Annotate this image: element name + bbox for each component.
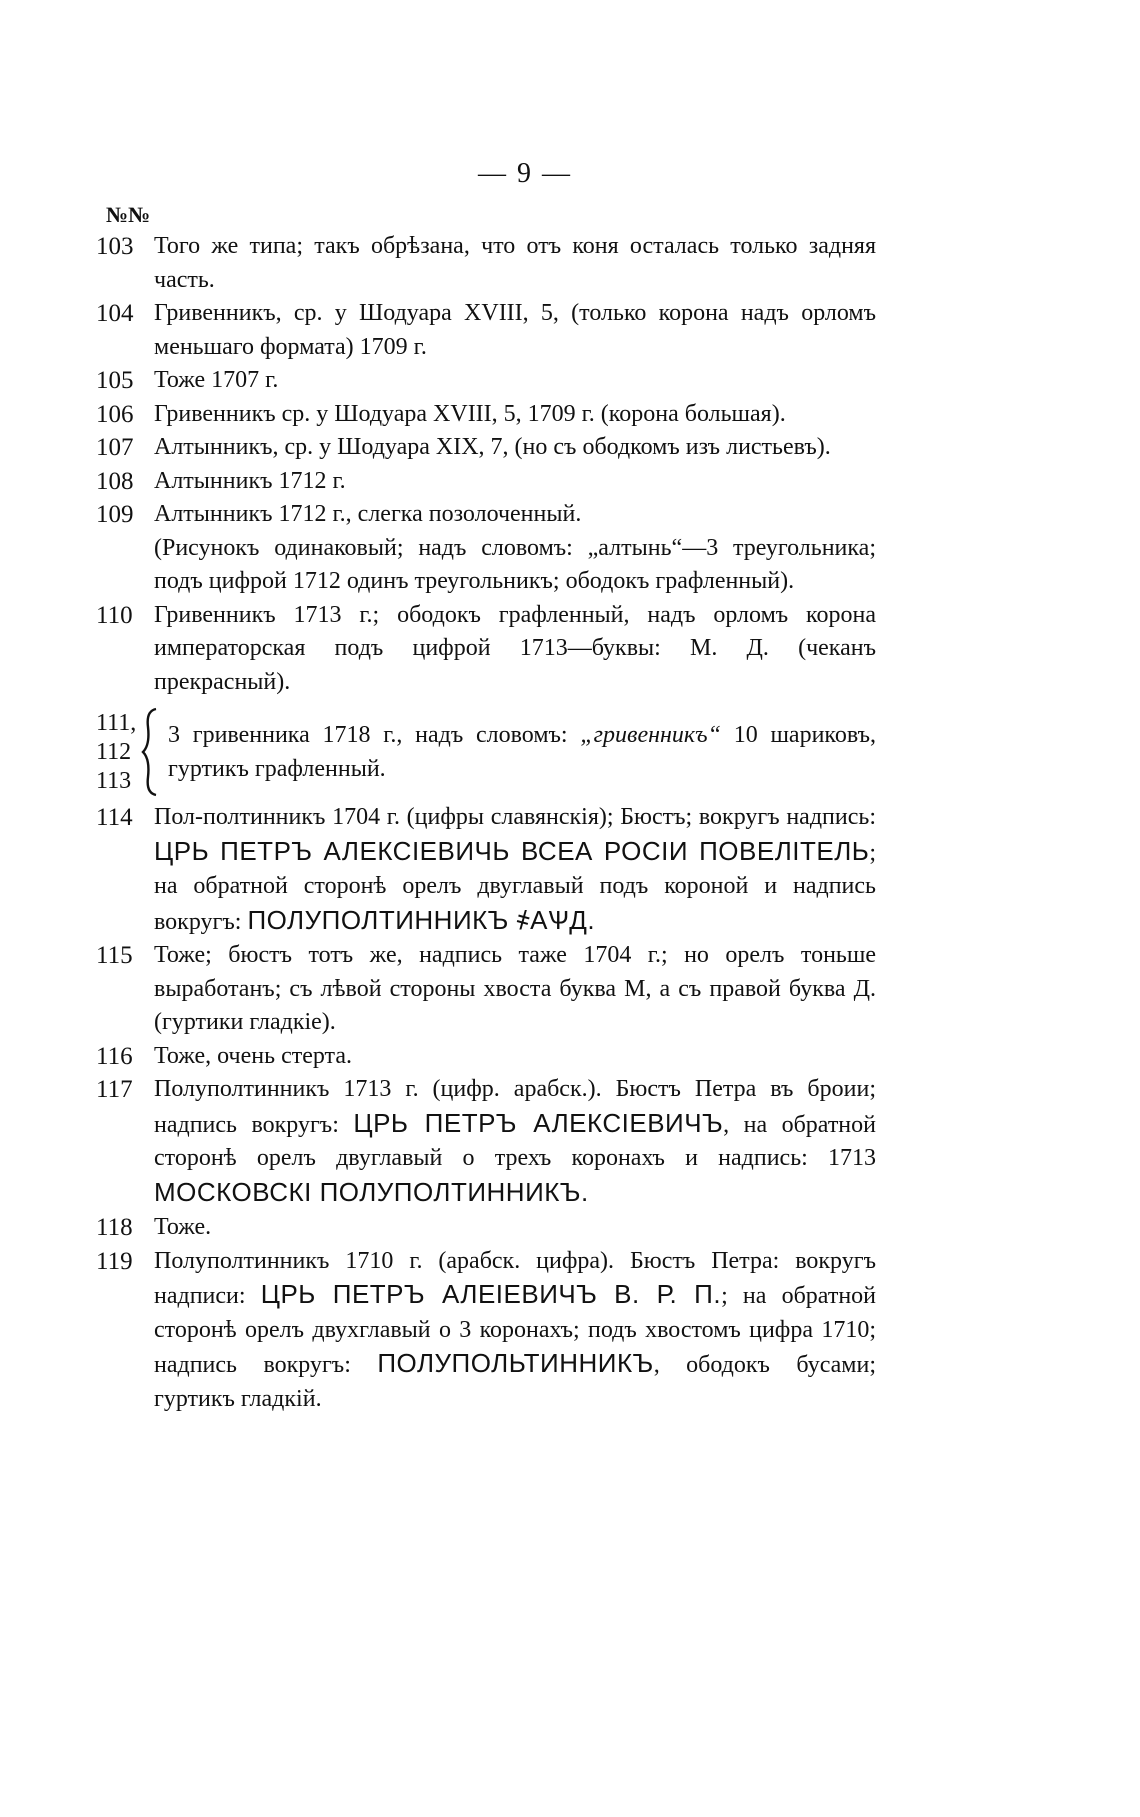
entry-119 <box>96 1245 876 1417</box>
inscription-text: МОСКОВСКІ ПОЛУПОЛТИННИКЪ. <box>154 1176 589 1207</box>
entry-106 <box>96 398 876 432</box>
entry-number: 116 <box>96 1042 133 1070</box>
entry-text <box>154 1211 876 1245</box>
entry-text <box>154 1040 876 1074</box>
entry-number: 104 <box>96 300 134 327</box>
entry-117 <box>96 1073 876 1211</box>
entry-text: Алтынникъ 1712 г. <box>154 467 346 494</box>
entry-103 <box>96 230 876 297</box>
entry-text-part: Пол-полтинникъ 1704 г. (цифры славянскія); Бюстъ; вокругъ надпись: <box>154 804 876 830</box>
entry-114 <box>96 801 876 939</box>
entry-text <box>154 939 876 1040</box>
entry-107 <box>96 431 876 465</box>
inscription-text: ЦРЬ ПЕТРЪ АЛЕКСІЕВИЧЬ ВСЕА РОСІИ ПОВЕЛІТЕЛЬ <box>154 835 870 866</box>
entry-number: 108 <box>96 467 134 495</box>
inscription-text: ЦРЬ ПЕТРЪ АЛЕІЕВИЧЪ В. Р. П. <box>260 1279 722 1309</box>
inscription-text: ПОЛУПОЛЬТИННИКЪ <box>377 1348 654 1378</box>
entry-number: 118 <box>96 1214 133 1241</box>
entry-text: Тоже 1707 г. <box>154 367 279 393</box>
entry-116 <box>96 1040 876 1074</box>
group-text <box>162 718 876 786</box>
entry-108 <box>96 465 876 499</box>
page-number: — 9 — <box>478 158 572 189</box>
group-text-italic: „гривенникъ“ <box>580 722 721 748</box>
entry-105 <box>96 364 876 398</box>
entry-109 <box>96 498 876 532</box>
entry-text-part: , на обратной сторонѣ орелъ двуглавый о трехъ коронахъ и надпись: 1713 <box>154 1111 876 1171</box>
inscription-text: ЦРЬ ПЕТРЪ АЛЕКСІЕВИЧЪ <box>353 1107 724 1138</box>
entry-number: 106 <box>96 400 134 428</box>
entry-text <box>154 1245 876 1417</box>
entry-text: Гривенникъ, ср. у Шодуара XVIII, 5, (только корона надъ орломъ меньшаго формата) 1709 г. <box>154 300 876 360</box>
entry-number: 114 <box>96 804 133 831</box>
column-header: №№ <box>106 202 151 227</box>
entry-number: 112 <box>96 738 132 765</box>
entry-text-part: Тоже; бюстъ тотъ же, надпись таже 1704 г.; но орелъ тоньше выработанъ; съ лѣвой стороны хвоста буква М, а съ правой буква Д. (гуртики гладкіе). <box>154 942 876 1035</box>
entry-text: (Рисунокъ одинаковый; надъ словомъ: „алтынь“—3 треугольника; подъ цифрой 1712 одинъ треугольникъ; ободокъ графленный). <box>154 534 876 594</box>
entry-number: 109 <box>96 501 134 528</box>
entry-text: Алтынникъ, ср. у Шодуара XIX, 7, (но съ ободкомъ изъ листьевъ). <box>154 434 831 460</box>
entry-text: Гривенникъ 1713 г.; ободокъ графленный, надъ орломъ корона императорская подъ цифрой 1713—буквы: М. Д. (чеканъ прекрасный). <box>154 601 876 695</box>
entry-109-note <box>96 532 876 599</box>
group-text-before: 3 гривенника 1718 г., надъ словомъ: <box>168 722 581 748</box>
entry-number: 119 <box>96 1247 133 1275</box>
entry-text <box>154 1073 876 1211</box>
brace-icon <box>140 707 162 797</box>
group-text-after: 10 шариковъ, гуртикъ графленный. <box>168 722 876 782</box>
entry-text: Гривенникъ ср. у Шодуара XVIII, 5, 1709 г. (корона большая). <box>154 400 786 427</box>
entry-group-111-113 <box>96 707 876 797</box>
entry-number: 117 <box>96 1076 133 1103</box>
entry-118 <box>96 1211 876 1245</box>
entry-number: 110 <box>96 601 133 629</box>
entry-text-part: Тоже, очень стерта. <box>154 1042 352 1069</box>
entry-104 <box>96 297 876 364</box>
entry-115 <box>96 939 876 1040</box>
entry-number: 105 <box>96 367 134 394</box>
inscription-text: ПОЛУПОЛТИННИКЪ ҂АѰД. <box>247 904 596 935</box>
entry-text-part: ; на обратной сторонѣ орелъ двуглавый подъ короной и надпись вокругъ: <box>154 839 876 935</box>
entry-text-part: Тоже. <box>154 1214 212 1240</box>
entry-text: Алтынникъ 1712 г., слегка позолоченный. <box>154 501 582 527</box>
entry-number: 103 <box>96 233 134 260</box>
entry-number: 113 <box>96 767 132 794</box>
entry-text-part: , ободокъ бусами; гуртикъ гладкій. <box>154 1352 876 1412</box>
entry-110 <box>96 599 876 700</box>
entry-number: 115 <box>96 942 133 969</box>
entry-text-part: Полуполтинникъ 1713 г. (цифр. арабск.). Бюстъ Петра въ броии; надпись вокругъ: <box>154 1076 876 1138</box>
entry-number: 111, <box>96 709 137 736</box>
entry-text-part: Полуполтинникъ 1710 г. (арабск. цифра). Бюстъ Петра: вокругъ надписи: <box>154 1247 876 1309</box>
entries-list <box>96 230 876 1416</box>
group-numbers <box>96 709 140 796</box>
entry-text <box>154 801 876 939</box>
entry-text: Того же типа; такъ обрѣзана, что отъ коня осталась только задняя часть. <box>154 233 876 293</box>
entry-text-part: ; на обратной сторонѣ орелъ двухглавый о 3 коронахъ; подъ хвостомъ цифра 1710; надпись вокругъ: <box>154 1283 876 1378</box>
entry-number: 107 <box>96 434 134 461</box>
